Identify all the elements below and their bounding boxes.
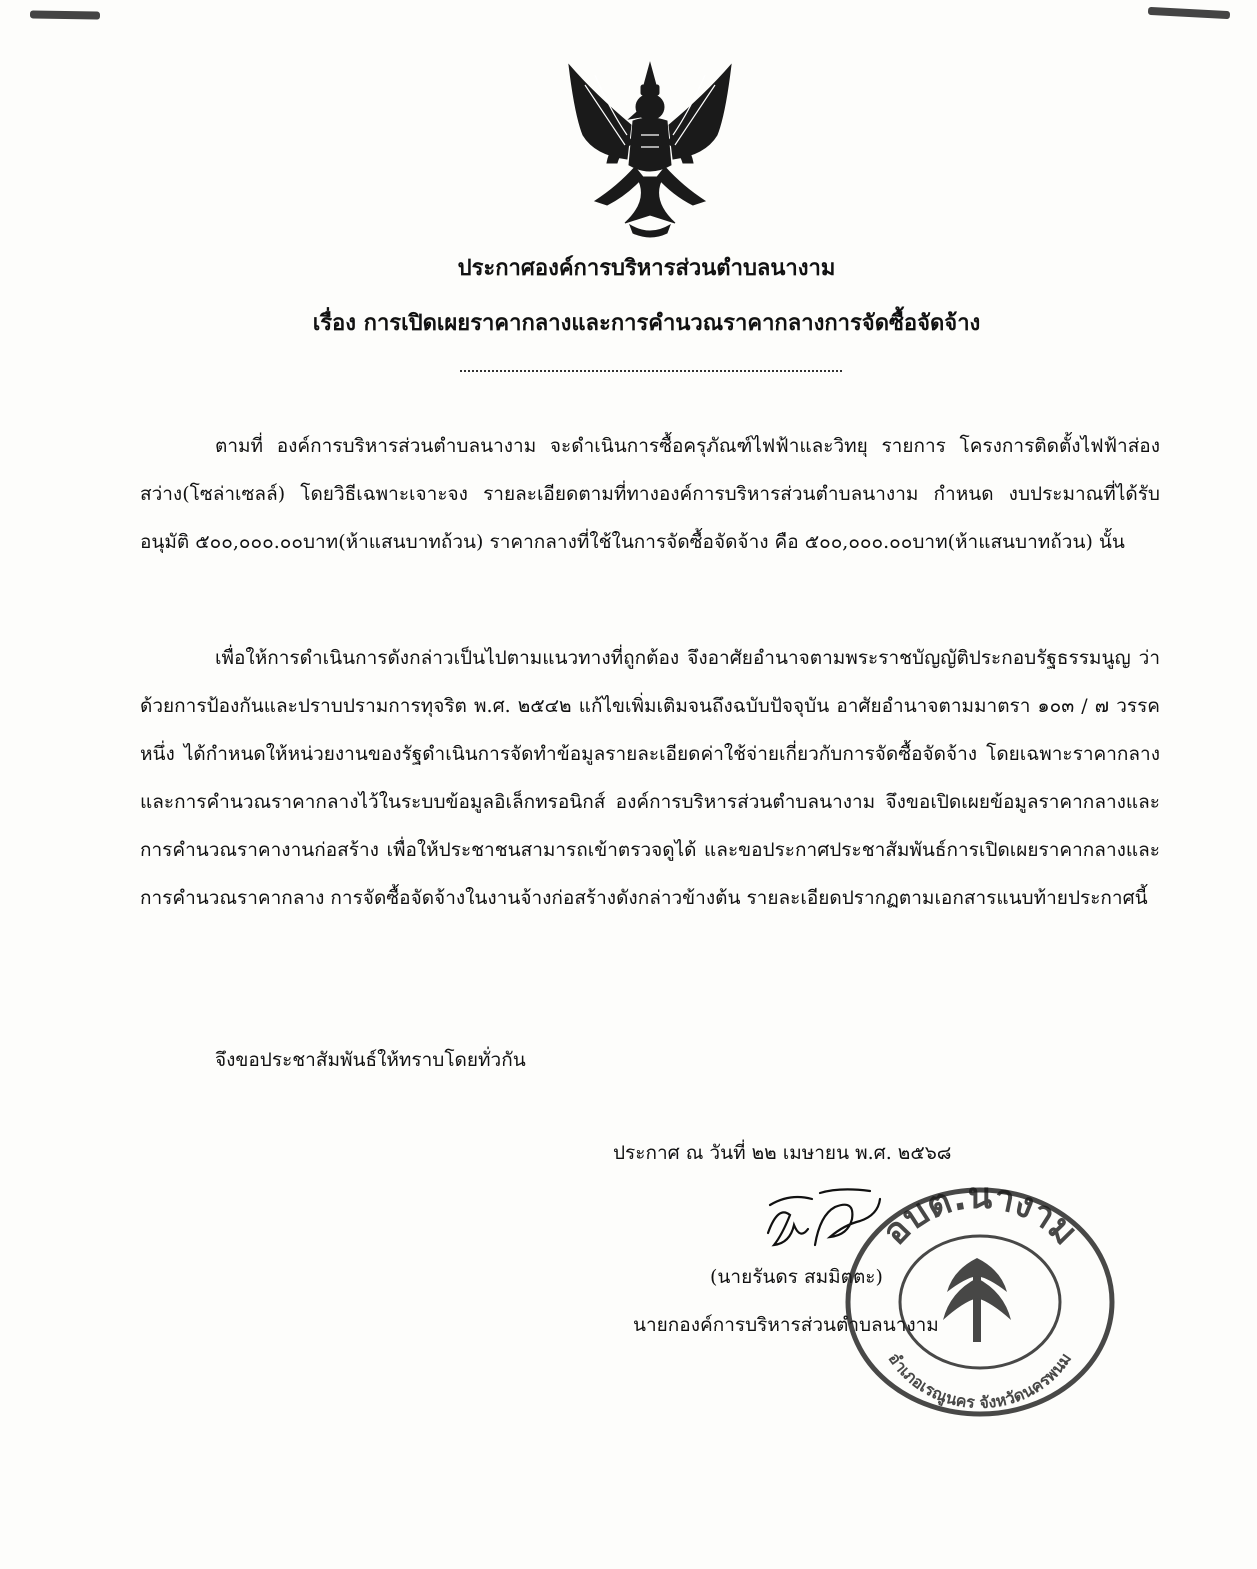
svg-text:อบต.นางาม: อบต.นางาม — [874, 1175, 1086, 1254]
announcement-date: ประกาศ ณ วันที่ ๒๒ เมษายน พ.ศ. ๒๕๖๘ — [613, 1142, 952, 1164]
staple-mark-left — [30, 10, 100, 19]
dotted-divider — [460, 370, 842, 372]
signatory-name: (นายรันดร สมมิตตะ) — [710, 1266, 883, 1288]
paragraph-legal-basis — [140, 634, 1160, 922]
official-stamp — [835, 1170, 1125, 1420]
paragraph-text: จึงขอประชาสัมพันธ์ให้ทราบโดยทั่วกัน — [215, 1049, 526, 1071]
staple-mark-right — [1148, 7, 1230, 19]
paragraph-text: ตามที่ องค์การบริหารส่วนตำบลนางาม จะดำเนินการซื้อครุภัณฑ์ไฟฟ้าและวิทยุ รายการ โครงการติดตั้งไฟฟ้าส่องสว่าง(โซล่าเซลล์) โดยวิธีเฉพาะเจาะจง รายละเอียดตามที่ทางองค์การบริหารส่วนตำบลนางาม กำหนด งบประมาณที่ได้รับอนุมัติ ๕๐๐,๐๐๐.๐๐บาท(ห้าแสนบาทถ้วน) ราคากลางที่ใช้ในการจัดซื้อจัดจ้าง คือ ๕๐๐,๐๐๐.๐๐บาท(ห้าแสนบาทถ้วน) นั้น — [140, 435, 1160, 553]
announcement-subject: เรื่อง การเปิดเผยราคากลางและการคำนวณราคากลางการจัดซื้อจัดจ้าง — [312, 310, 981, 336]
paragraph-text: เพื่อให้การดำเนินการดังกล่าวเป็นไปตามแนวทางที่ถูกต้อง จึงอาศัยอำนาจตามพระราชบัญญัติประกอบรัฐธรรมนูญ ว่าด้วยการป้องกันและปราบปรามการทุจริต พ.ศ. ๒๕๔๒ แก้ไขเพิ่มเติมจนถึงฉบับปัจจุบัน อาศัยอำนาจตามมาตรา ๑๐๓ / ๗ วรรคหนึ่ง ได้กำหนดให้หน่วยงานของรัฐดำเนินการจัดทำข้อมูลรายละเอียดค่าใช้จ่ายเกี่ยวกับการจัดซื้อจัดจ้าง โดยเฉพาะราคากลางและการคำนวณราคากลางไว้ในระบบข้อมูลอิเล็กทรอนิกส์ องค์การบริหารส่วนตำบลนางาม จึงขอเปิดเผยข้อมูลราคากลางและการคำนวณราคางานก่อสร้าง เพื่อให้ประชาชนสามารถเข้าตรวจดูได้ และขอประกาศประชาสัมพันธ์การเปิดเผยราคากลางและการคำนวณราคากลาง การจัดซื้อจัดจ้างในงานจ้างก่อสร้างดังกล่าวข้างต้น รายละเอียดปรากฏตามเอกสารแนบท้ายประกาศนี้ — [140, 647, 1160, 909]
paragraph-closing — [140, 1036, 1160, 1084]
svg-text:อำเภอเรณูนคร จังหวัดนครพนม: อำเภอเรณูนคร จังหวัดนครพนม — [884, 1349, 1076, 1413]
paragraph-procurement-details — [140, 422, 1160, 566]
announcement-title: ประกาศองค์การบริหารส่วนตำบลนางาม — [457, 255, 836, 281]
signatory-position: นายกองค์การบริหารส่วนตำบลนางาม — [633, 1314, 939, 1336]
garuda-emblem-icon — [555, 55, 745, 240]
